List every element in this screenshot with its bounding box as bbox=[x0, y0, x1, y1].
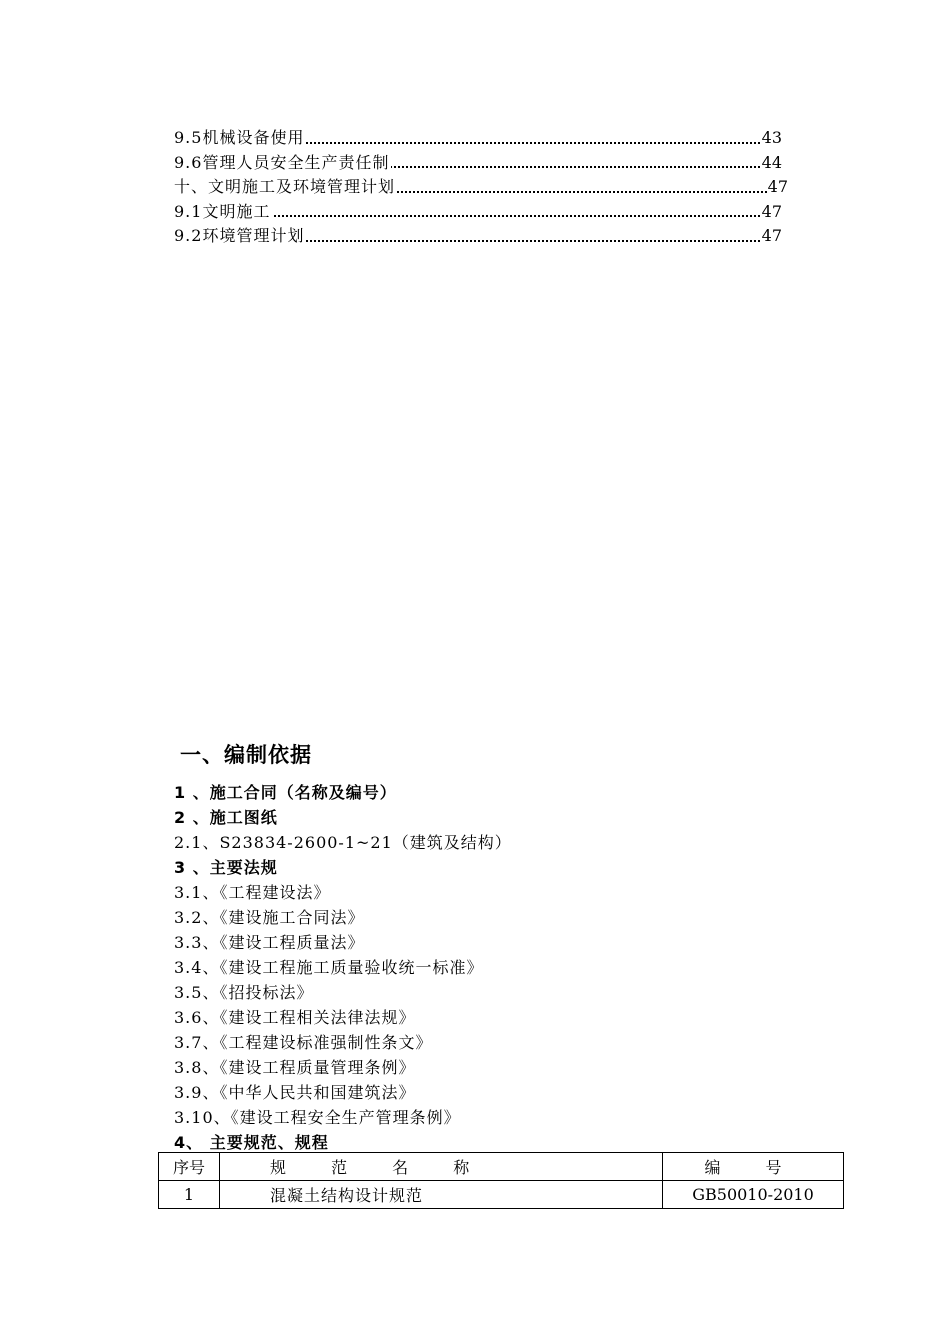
list-item: 2.1、S23834-2600-1~21（建筑及结构） bbox=[174, 833, 512, 852]
toc-entry[interactable] bbox=[174, 224, 794, 249]
list-item: 3.9、《中华人民共和国建筑法》 bbox=[174, 1083, 416, 1102]
standards-table bbox=[158, 1152, 844, 1209]
table-row bbox=[159, 1181, 844, 1209]
toc-entry[interactable] bbox=[174, 175, 794, 200]
list-item: 2 、施工图纸 bbox=[174, 808, 278, 827]
toc-entry-label: 十、文明施工及环境管理计划 bbox=[174, 177, 396, 196]
list-item: 3.4、《建设工程施工质量验收统一标准》 bbox=[174, 958, 484, 977]
list-item: 4、 主要规范、规程 bbox=[174, 1133, 329, 1152]
toc-entry-label: 9.6管理人员安全生产责任制 bbox=[174, 152, 390, 172]
list-item: 3.10、《建设工程安全生产管理条例》 bbox=[174, 1108, 461, 1127]
toc-entry-page: 44 bbox=[761, 151, 782, 176]
toc-entry-page: 47 bbox=[767, 175, 788, 200]
toc-entry-page: 43 bbox=[761, 126, 782, 151]
list-item: 1 、施工合同（名称及编号） bbox=[174, 783, 397, 802]
section-title: 一、编制依据 bbox=[180, 743, 312, 767]
cell-name: 混凝土结构设计规范 bbox=[220, 1181, 663, 1209]
header-index: 序号 bbox=[159, 1153, 220, 1181]
header-code bbox=[663, 1153, 844, 1181]
table-of-contents bbox=[174, 126, 794, 249]
list-item: 3.6、《建设工程相关法律法规》 bbox=[174, 1008, 416, 1027]
basis-list bbox=[174, 780, 512, 1155]
list-item: 3.8、《建设工程质量管理条例》 bbox=[174, 1058, 416, 1077]
list-item: 3.2、《建设施工合同法》 bbox=[174, 908, 365, 927]
header-code-text: 编 号 bbox=[704, 1158, 802, 1177]
header-name-text: 规 范 名 称 bbox=[270, 1158, 490, 1177]
list-item: 3.1、《工程建设法》 bbox=[174, 883, 331, 902]
list-item: 3 、主要法规 bbox=[174, 858, 278, 877]
toc-entry[interactable] bbox=[174, 126, 794, 151]
toc-entry[interactable] bbox=[174, 151, 794, 176]
list-item: 3.5、《招投标法》 bbox=[174, 983, 314, 1002]
toc-entry-page: 47 bbox=[761, 224, 782, 249]
table-header-row bbox=[159, 1153, 844, 1181]
cell-code: GB50010-2010 bbox=[663, 1181, 844, 1209]
header-name bbox=[220, 1153, 663, 1181]
toc-entry[interactable] bbox=[174, 200, 794, 225]
toc-entry-label: 9.5机械设备使用 bbox=[174, 128, 305, 147]
list-item: 3.3、《建设工程质量法》 bbox=[174, 933, 365, 952]
cell-index: 1 bbox=[159, 1181, 220, 1209]
toc-entry-label: 9.2环境管理计划 bbox=[174, 226, 305, 245]
list-item: 3.7、《工程建设标准强制性条文》 bbox=[174, 1033, 433, 1052]
toc-entry-page: 47 bbox=[761, 200, 782, 225]
toc-entry-label: 9.1文明施工 bbox=[174, 201, 271, 221]
